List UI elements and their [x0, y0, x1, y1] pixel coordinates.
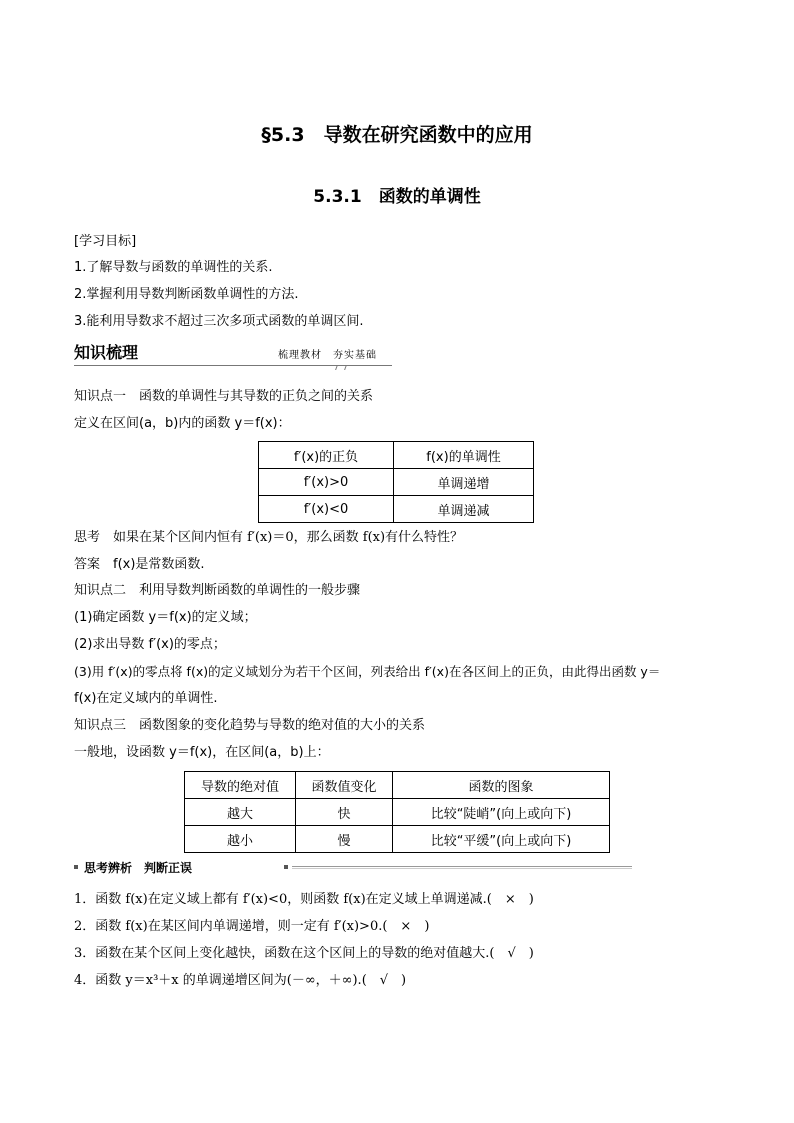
table-header-row [185, 772, 610, 799]
header-bullet [74, 865, 78, 869]
section-rule-notch [335, 365, 347, 370]
table-cell: 单调递增 [394, 469, 534, 496]
kp1-think: 思考 如果在某个区间内恒有 f′(x)＝0，那么函数 f(x)有什么特性？ [74, 530, 464, 545]
truefalse-item: 4．函数 y＝x³＋x 的单调递增区间为(－∞，＋∞).( √ ) [74, 973, 407, 988]
kp3-title: 知识点三 函数图象的变化趋势与导数的绝对值的大小的关系 [74, 718, 426, 733]
truefalse-title: 思考辨析 判断正误 [84, 861, 193, 875]
header-rule [292, 866, 632, 867]
truefalse-item: 3．函数在某个区间上变化越快，函数在这个区间上的导数的绝对值越大.( √ ) [74, 946, 534, 961]
kp3-table [184, 771, 610, 853]
table-header-cell: 导数的绝对值 [185, 772, 296, 799]
table-header-cell: f′(x)的正负 [259, 442, 394, 469]
page-title: §5.3 导数在研究函数中的应用 [261, 124, 533, 146]
table-header-cell: 函数值变化 [296, 772, 393, 799]
section-header [74, 338, 392, 370]
table-header-cell: f(x)的单调性 [394, 442, 534, 469]
truefalse-item: 2．函数 f(x)在某区间内单调递增，则一定有 f′(x)>0.( × ) [74, 919, 430, 934]
header-bullet [284, 865, 288, 869]
kp2-step: f(x)在定义域内的单调性. [74, 691, 218, 706]
table-cell: 越小 [185, 826, 296, 853]
truefalse-header [72, 859, 632, 875]
kp2-step: (1)确定函数 y＝f(x)的定义域； [74, 610, 257, 625]
kp1-answer: 答案 f(x)是常数函数. [74, 557, 205, 572]
objective-item: 1.了解导数与函数的单调性的关系. [74, 260, 273, 275]
kp1-intro: 定义在区间(a，b)内的函数 y＝f(x)： [74, 416, 291, 431]
table-cell: 单调递减 [394, 496, 534, 523]
section-tagline: 梳理教材 夯实基础 [278, 350, 377, 361]
table-row [259, 469, 534, 496]
header-rule [292, 868, 632, 869]
objective-item: 2.掌握利用导数判断函数单调性的方法. [74, 287, 299, 302]
table-cell: 比较“平缓”(向上或向下) [393, 826, 610, 853]
kp3-intro: 一般地，设函数 y＝f(x)，在区间(a，b)上： [74, 745, 330, 760]
truefalse-item: 1．函数 f(x)在定义域上都有 f′(x)<0，则函数 f(x)在定义域上单调递减.( × ) [74, 892, 534, 907]
table-cell: 越大 [185, 799, 296, 826]
page-subtitle: 5.3.1 函数的单调性 [313, 187, 481, 207]
objectives-label: [学习目标] [74, 234, 137, 249]
table-cell: 慢 [296, 826, 393, 853]
table-header-row [259, 442, 534, 469]
table-row [259, 496, 534, 523]
table-cell: f′(x)>0 [259, 469, 394, 496]
objective-item: 3.能利用导数求不超过三次多项式函数的单调区间. [74, 314, 364, 329]
kp1-table [258, 441, 534, 523]
kp2-step: (2)求出导数 f′(x)的零点； [74, 637, 226, 652]
table-row [185, 799, 610, 826]
table-row [185, 826, 610, 853]
section-title: 知识梳理 [74, 343, 139, 362]
table-header-cell: 函数的图象 [393, 772, 610, 799]
kp2-step: (3)用 f′(x)的零点将 f(x)的定义域划分为若干个区间，列表给出 f′(x)在各区间上的正负，由此得出函数 y＝ [74, 664, 661, 679]
kp1-title: 知识点一 函数的单调性与其导数的正负之间的关系 [74, 389, 374, 404]
table-cell: 快 [296, 799, 393, 826]
kp2-title: 知识点二 利用导数判断函数的单调性的一般步骤 [74, 583, 361, 598]
table-cell: f′(x)<0 [259, 496, 394, 523]
table-cell: 比较“陡峭”(向上或向下) [393, 799, 610, 826]
